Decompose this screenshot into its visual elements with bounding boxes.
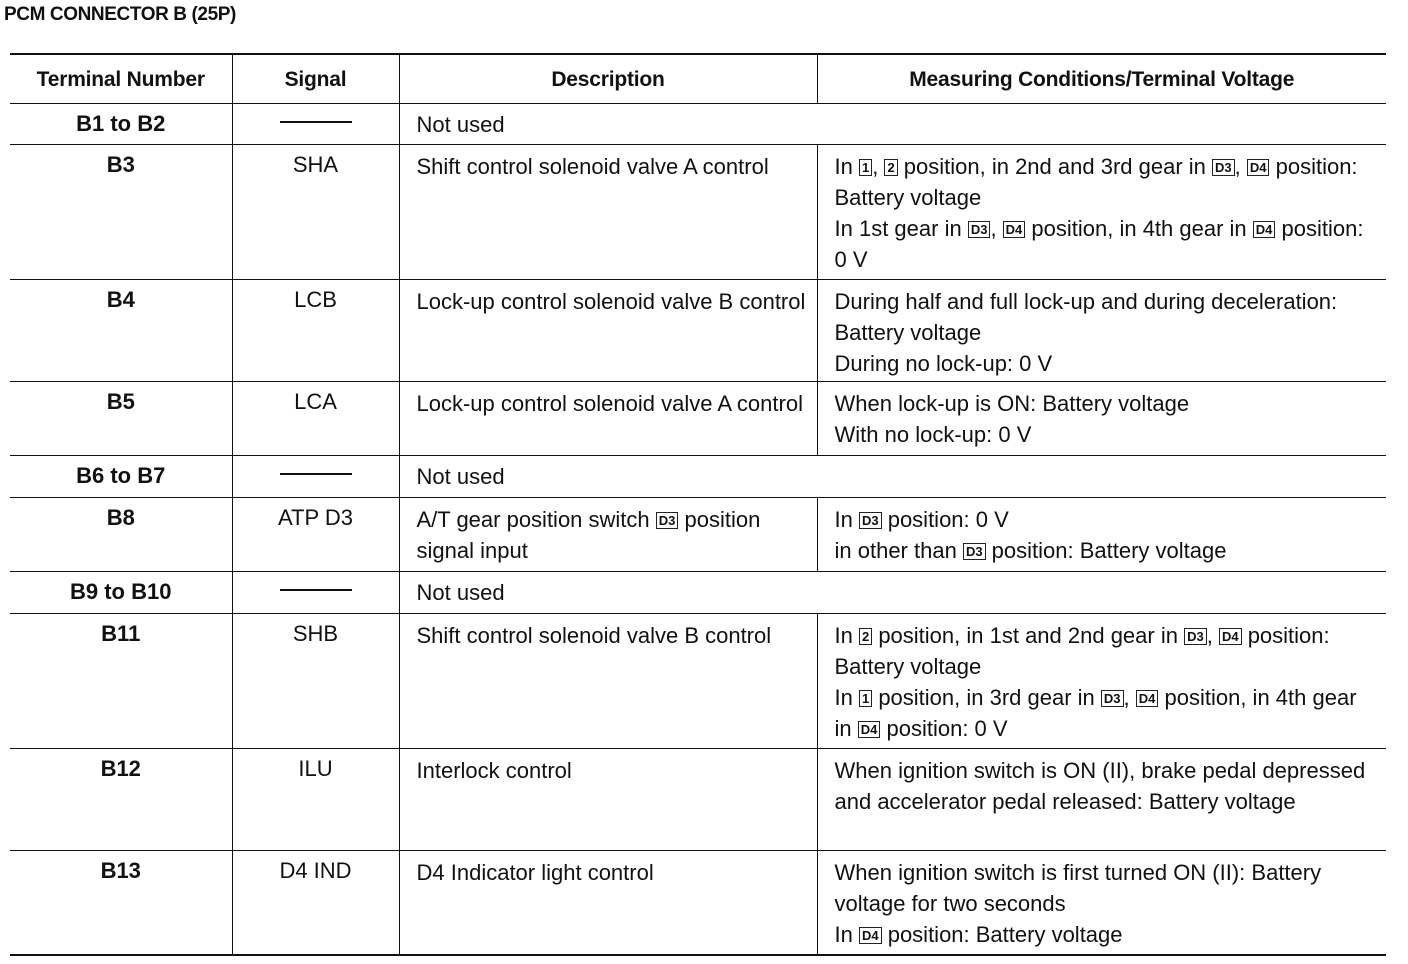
position-symbol-icon: 1 — [859, 159, 872, 176]
cell-terminal-number: B8 — [10, 498, 232, 572]
cell-terminal-number: B5 — [10, 382, 232, 456]
cell-description: Not used — [399, 572, 1386, 614]
table-body — [10, 104, 1386, 955]
table-row — [10, 145, 1386, 280]
position-symbol-icon: D4 — [859, 927, 882, 944]
cell-description: D4 Indicator light control — [399, 851, 817, 955]
header-description: Description — [399, 54, 817, 104]
cell-signal — [232, 456, 399, 498]
cell-measuring-conditions: When ignition switch is ON (II), brake pedal depressed and accelerator pedal released: Battery voltage — [817, 749, 1386, 851]
cell-description: Not used — [399, 456, 1386, 498]
cell-signal: D4 IND — [232, 851, 399, 955]
cell-description: Not used — [399, 104, 1386, 145]
table-row — [10, 749, 1386, 851]
cell-signal — [232, 572, 399, 614]
table-row — [10, 104, 1386, 145]
cell-signal: SHB — [232, 614, 399, 749]
position-symbol-icon: D3 — [1184, 628, 1207, 645]
position-symbol-icon: 1 — [859, 690, 872, 707]
cell-measuring-conditions: In 1 , 2 position, in 2nd and 3rd gear in D3 , D4 position: Battery voltage In 1st gear in D3 , D4 position, in 4th gear in D4 position: 0 V — [817, 145, 1386, 280]
position-symbol-icon: D3 — [859, 512, 882, 529]
position-symbol-icon: D4 — [1003, 221, 1026, 238]
cell-description: Shift control solenoid valve B control — [399, 614, 817, 749]
cell-terminal-number: B11 — [10, 614, 232, 749]
cell-measuring-conditions: In 2 position, in 1st and 2nd gear in D3 , D4 position: Battery voltage In 1 position, in 3rd gear in D3 , D4 position, in 4th gear in D4 position: 0 V — [817, 614, 1386, 749]
position-symbol-icon: 2 — [884, 159, 897, 176]
cell-signal: LCB — [232, 280, 399, 382]
header-measuring-conditions: Measuring Conditions/Terminal Voltage — [817, 54, 1386, 104]
not-applicable-dash — [280, 473, 352, 475]
table-row — [10, 456, 1386, 498]
cell-measuring-conditions: When lock-up is ON: Battery voltage With no lock-up: 0 V — [817, 382, 1386, 456]
position-symbol-icon: D3 — [1212, 159, 1235, 176]
not-applicable-dash — [280, 589, 352, 591]
header-terminal-number: Terminal Number — [10, 54, 232, 104]
position-symbol-icon: D4 — [1253, 221, 1276, 238]
cell-signal: ILU — [232, 749, 399, 851]
position-symbol-icon: D4 — [1247, 159, 1270, 176]
cell-measuring-conditions: When ignition switch is first turned ON (II): Battery voltage for two seconds In D4 position: Battery voltage — [817, 851, 1386, 955]
not-applicable-dash — [280, 121, 352, 123]
cell-description: Lock-up control solenoid valve B control — [399, 280, 817, 382]
table-header-row — [10, 54, 1386, 104]
cell-terminal-number: B13 — [10, 851, 232, 955]
cell-measuring-conditions: In D3 position: 0 V in other than D3 position: Battery voltage — [817, 498, 1386, 572]
cell-terminal-number: B9 to B10 — [10, 572, 232, 614]
table-row — [10, 382, 1386, 456]
cell-measuring-conditions: During half and full lock-up and during deceleration: Battery voltage During no lock-up: 0 V — [817, 280, 1386, 382]
cell-terminal-number: B4 — [10, 280, 232, 382]
cell-signal — [232, 104, 399, 145]
cell-description: Interlock control — [399, 749, 817, 851]
cell-signal: SHA — [232, 145, 399, 280]
cell-terminal-number: B12 — [10, 749, 232, 851]
table-row — [10, 498, 1386, 572]
cell-signal: LCA — [232, 382, 399, 456]
cell-description: A/T gear position switch D3 position signal input — [399, 498, 817, 572]
position-symbol-icon: D3 — [963, 543, 986, 560]
cell-terminal-number: B1 to B2 — [10, 104, 232, 145]
cell-description: Shift control solenoid valve A control — [399, 145, 817, 280]
position-symbol-icon: D4 — [1136, 690, 1159, 707]
table-row — [10, 280, 1386, 382]
table-row — [10, 851, 1386, 955]
pcm-connector-table — [10, 53, 1386, 956]
position-symbol-icon: D4 — [858, 721, 881, 738]
position-symbol-icon: D3 — [968, 221, 991, 238]
position-symbol-icon: D4 — [1219, 628, 1242, 645]
cell-terminal-number: B6 to B7 — [10, 456, 232, 498]
table-row — [10, 572, 1386, 614]
position-symbol-icon: 2 — [859, 628, 872, 645]
cell-description: Lock-up control solenoid valve A control — [399, 382, 817, 456]
table-row — [10, 614, 1386, 749]
position-symbol-icon: D3 — [1101, 690, 1124, 707]
header-signal: Signal — [232, 54, 399, 104]
document-title: PCM CONNECTOR B (25P) — [4, 4, 236, 25]
position-symbol-icon: D3 — [656, 512, 679, 529]
cell-terminal-number: B3 — [10, 145, 232, 280]
cell-signal: ATP D3 — [232, 498, 399, 572]
